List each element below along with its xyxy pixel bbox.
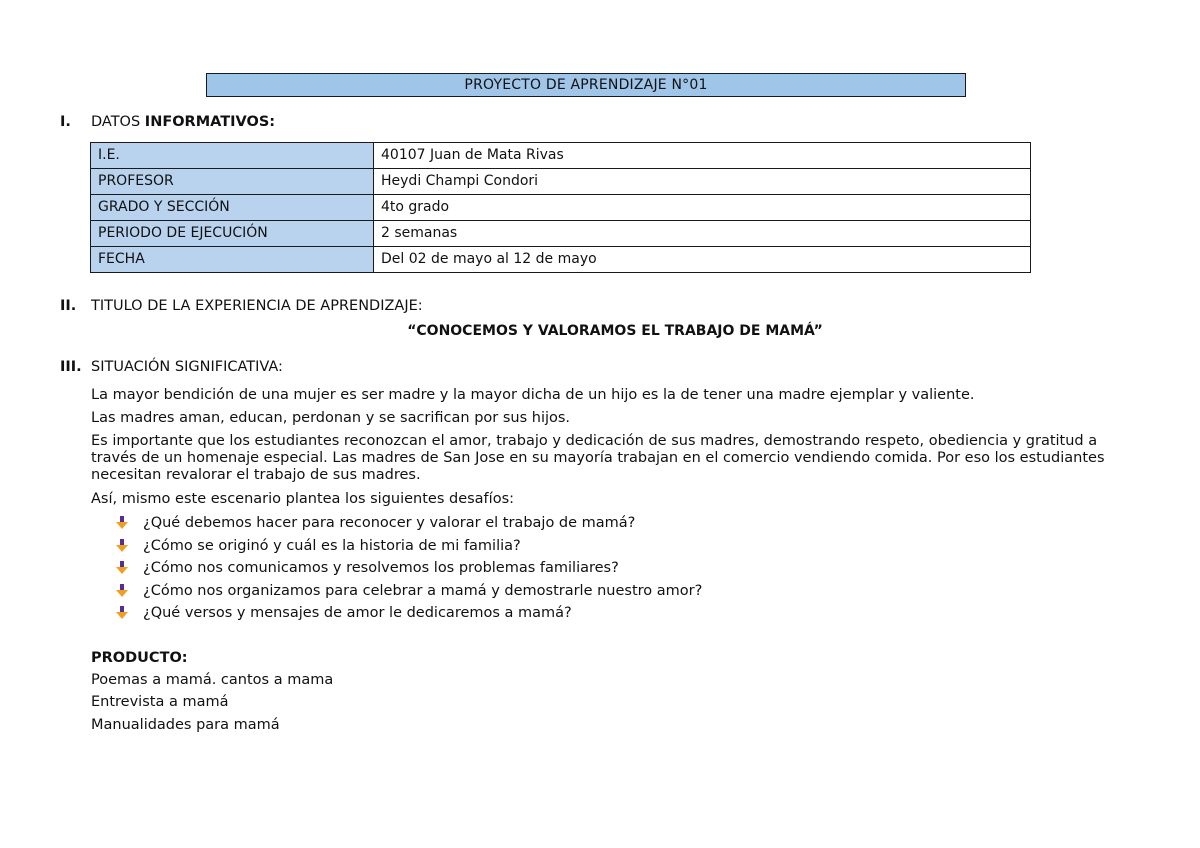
info-key: FECHA <box>91 247 374 273</box>
list-item <box>116 580 702 603</box>
down-arrow-bullet-icon <box>116 561 128 575</box>
challenge-text: ¿Cómo se originó y cuál es la historia de mi familia? <box>143 537 521 554</box>
challenge-text: ¿Qué debemos hacer para reconocer y valorar el trabajo de mamá? <box>143 515 636 531</box>
info-value: Heydi Champi Condori <box>374 169 1031 195</box>
table-row <box>91 169 1031 195</box>
challenge-text: ¿Cómo nos comunicamos y resolvemos los problemas familiares? <box>143 560 619 576</box>
info-table <box>90 142 1031 273</box>
challenge-text: ¿Cómo nos organizamos para celebrar a mamá y demostrarle nuestro amor? <box>143 582 703 599</box>
paragraph: Las madres aman, educan, perdonan y se sacrifican por sus hijos. <box>91 410 571 426</box>
section-datos-informativos <box>60 114 275 130</box>
section-number: III. <box>60 359 82 375</box>
down-arrow-bullet-icon <box>116 606 128 620</box>
list-item <box>116 512 702 535</box>
section-titulo <box>60 298 423 314</box>
experience-title: “CONOCEMOS Y VALORAMOS EL TRABAJO DE MAMÁ” <box>407 323 823 339</box>
info-key: GRADO Y SECCIÓN <box>91 195 374 221</box>
info-key: PERIODO DE EJECUCIÓN <box>91 221 374 247</box>
info-key: PROFESOR <box>91 169 374 195</box>
product-item: Poemas a mamá. cantos a mama <box>91 672 334 688</box>
section-situacion <box>60 359 283 375</box>
info-value: 40107 Juan de Mata Rivas <box>374 143 1031 169</box>
paragraph: Es importante que los estudiantes reconozcan el amor, trabajo y dedicación de sus madres, demostrando respeto, obediencia y gratitud a través de un homenaje especial. Las madres de San Jose en su mayoría trabajan en el comercio vendiendo comida. Por eso los estudiantes necesitan revalorar el trabajo de sus madres. <box>91 433 1105 483</box>
list-item <box>116 535 702 558</box>
table-row <box>91 247 1031 273</box>
down-arrow-bullet-icon <box>116 539 128 553</box>
section-label-bold: INFORMATIVOS: <box>144 114 276 130</box>
info-value: Del 02 de mayo al 12 de mayo <box>374 247 1031 273</box>
list-item <box>116 602 702 625</box>
section-label: SITUACIÓN SIGNIFICATIVA: <box>91 359 283 375</box>
list-item <box>116 557 702 580</box>
paragraph: Así, mismo este escenario plantea los siguientes desafíos: <box>91 491 515 507</box>
table-row <box>91 143 1031 169</box>
down-arrow-bullet-icon <box>116 584 128 598</box>
section-number: II. <box>60 298 77 314</box>
project-title: PROYECTO DE APRENDIZAJE N°01 <box>206 73 966 97</box>
product-item: Manualidades para mamá <box>91 717 280 733</box>
info-value: 4to grado <box>374 195 1031 221</box>
product-item: Entrevista a mamá <box>91 694 229 710</box>
down-arrow-bullet-icon <box>116 516 128 530</box>
product-heading: PRODUCTO: <box>91 650 188 666</box>
section-label: DATOS <box>91 114 145 130</box>
paragraph: La mayor bendición de una mujer es ser madre y la mayor dicha de un hijo es la de tener una madre ejemplar y valiente. <box>91 387 975 403</box>
table-row <box>91 195 1031 221</box>
info-key: I.E. <box>91 143 374 169</box>
section-label: TITULO DE LA EXPERIENCIA DE APRENDIZAJE: <box>91 298 423 314</box>
challenges-list <box>116 512 702 625</box>
section-number: I. <box>60 114 71 130</box>
table-row <box>91 221 1031 247</box>
challenge-text: ¿Qué versos y mensajes de amor le dedicaremos a mamá? <box>143 605 572 621</box>
info-value: 2 semanas <box>374 221 1031 247</box>
